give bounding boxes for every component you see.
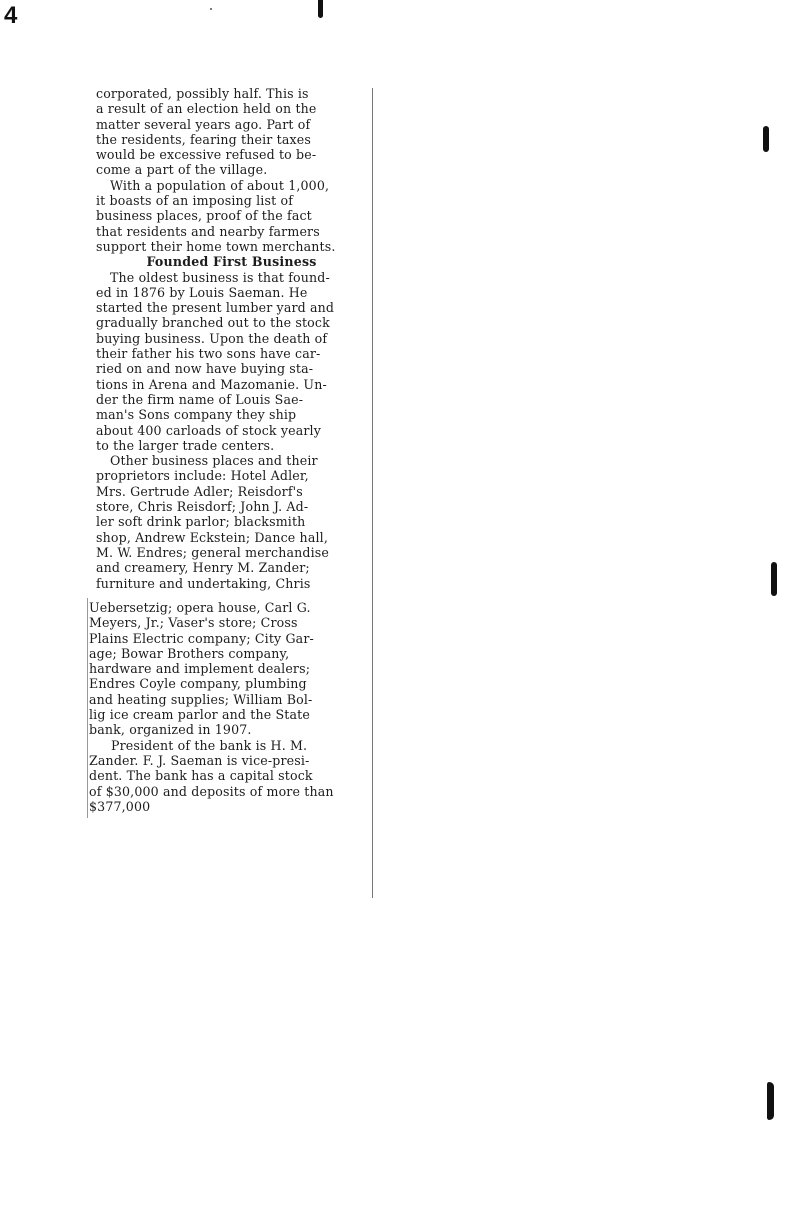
article-column-lower [89,600,367,814]
article-subhead: Founded First Business [146,254,317,270]
article-paragraph-2: With a population of about 1,000, it boasts of an imposing list of business places, proof of the fact that residents and nearby farmers support their home town merchants. [96,177,336,254]
scan-speck [210,8,212,10]
page-number: 4 [4,2,18,29]
scan-mark-right-1 [763,126,769,152]
article-paragraph-4-continued: Uebersetzig; opera house, Carl G. Meyers, Jr.; Vaser's store; Cross Plains Electric company; City Gar- age; Bowar Brothers company, hardware and implement dealers; Endres Coyle company, plumbing and heating supplies; William Bol- lig ice cream parlor and the State bank, organized in 1907. [89,600,314,738]
article-paragraph-4: Other business places and their proprietors include: Hotel Adler, Mrs. Gertrude Adler; Reisdorf's store, Chris Reisdorf; John J. Ad- ler soft drink parlor; blacksmith shop, Andrew Eckstein; Dance hall, M. W. Endres; general merchandise and creamery, Henry M. Zander; furniture and undertaking, Chris [96,453,329,591]
column-rule-lower [87,598,88,818]
column-rule [372,88,373,898]
article-column-upper [96,86,367,591]
scan-mark-right-2 [771,562,777,596]
article-paragraph-1: corporated, possibly half. This is a result of an election held on the matter several years ago. Part of the residents, fearing their taxes would be excessive refused to be- come a part of the village. [96,86,317,178]
article-paragraph-5: President of the bank is H. M. Zander. F. J. Saeman is vice-presi- dent. The bank has a capital stock of $30,000 and deposits of more than $377,000 [89,737,334,814]
scan-mark-right-3 [767,1082,774,1120]
scan-mark-top [318,0,323,18]
article-paragraph-3: The oldest business is that found- ed in 1876 by Louis Saeman. He started the present lumber yard and gradually branched out to the stock buying business. Upon the death of their father his two sons have car- ried on and now have buying sta- tions in Arena and Mazomanie. Un- der the firm name of Louis Sae- man's Sons company they ship about 400 carloads of stock yearly to the larger trade centers. [96,269,335,453]
